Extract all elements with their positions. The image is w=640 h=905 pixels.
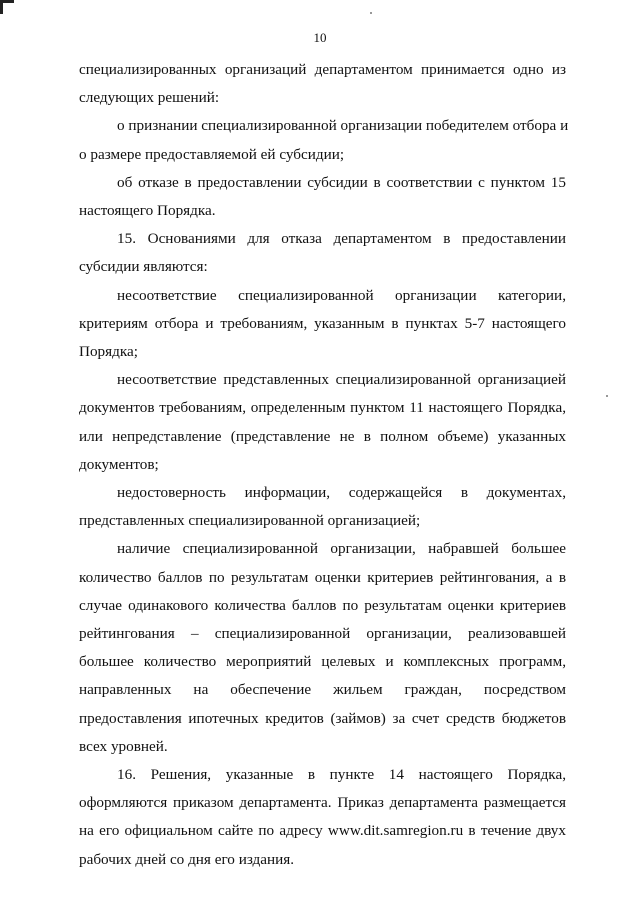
text-line: 16. Решения, указанные в пункте 14 настоящего Порядка, xyxy=(117,766,566,784)
text-line: о признании специализированной организации победителем отбора и xyxy=(117,117,569,135)
text-line: субсидии являются: xyxy=(79,258,208,276)
text-line: критериям отбора и требованиям, указанным в пунктах 5-7 настоящего xyxy=(79,314,566,332)
text-line: большее количество мероприятий целевых и комплексных программ, xyxy=(79,653,566,671)
paragraph xyxy=(79,56,566,112)
paragraph xyxy=(79,535,566,761)
body-text xyxy=(79,56,569,874)
text-line: 15. Основаниями для отказа департаментом в предоставлении xyxy=(117,230,566,248)
text-line: всех уровней. xyxy=(79,737,168,755)
paragraph xyxy=(79,366,566,479)
scan-corner-mark xyxy=(0,0,14,14)
scan-speck xyxy=(606,395,608,397)
paragraph xyxy=(79,761,566,874)
text-line: о размере предоставляемой ей субсидии; xyxy=(79,145,345,163)
text-line: наличие специализированной организации, набравшей большее xyxy=(117,540,566,558)
text-line: Порядка; xyxy=(79,343,138,361)
text-line: несоответствие представленных специализированной организацией xyxy=(117,371,566,389)
text-line: специализированных организаций департаментом принимается одно из xyxy=(79,61,566,78)
text-line: несоответствие специализированной организации категории, xyxy=(117,286,566,304)
paragraph xyxy=(79,479,566,535)
paragraph xyxy=(79,112,569,168)
text-line: или непредставление (представление не в полном объеме) указанных xyxy=(79,427,566,445)
paragraph xyxy=(79,282,566,367)
text-line: документов; xyxy=(79,455,159,473)
paragraph xyxy=(79,225,566,281)
text-line: рабочих дней со дня его издания. xyxy=(79,850,295,868)
text-line: документов требованиям, определенным пунктом 11 настоящего Порядка, xyxy=(79,399,566,417)
text-line: предоставления ипотечных кредитов (займов) за счет средств бюджетов xyxy=(79,709,566,727)
text-line: об отказе в предоставлении субсидии в соответствии с пунктом 15 xyxy=(117,173,566,191)
text-line: случае одинакового количества баллов по результатам оценки критериев xyxy=(79,596,566,614)
text-line: недостоверность информации, содержащейся в документах, xyxy=(117,484,566,502)
text-line: направленных на обеспечение жильем граждан, посредством xyxy=(79,681,566,699)
paragraph xyxy=(79,169,566,225)
text-line: следующих решений: xyxy=(79,89,220,107)
text-line: настоящего Порядка. xyxy=(79,202,216,220)
text-line: на его официальном сайте по адресу www.dit.samregion.ru в течение двух xyxy=(79,822,566,840)
text-line: представленных специализированной организацией; xyxy=(79,512,421,530)
scan-speck xyxy=(370,12,372,14)
text-line: оформляются приказом департамента. Приказ департамента размещается xyxy=(79,794,566,812)
page-number: 10 xyxy=(313,30,327,45)
text-line: рейтингования – специализированной организации, реализовавшей xyxy=(79,625,566,643)
text-line: количество баллов по результатам оценки критериев рейтингования, а в xyxy=(79,568,566,586)
